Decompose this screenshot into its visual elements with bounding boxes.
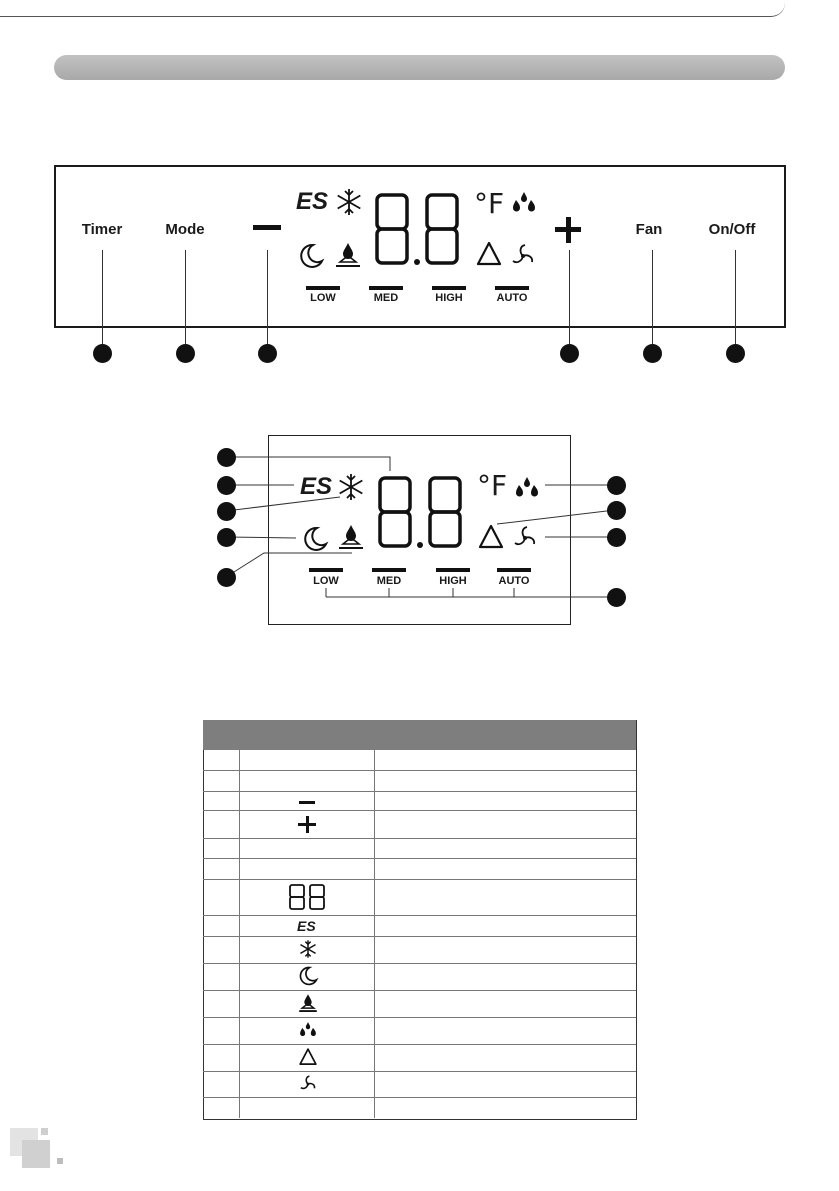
fan-level-high: HIGH — [435, 292, 463, 304]
seven-segment-icon — [288, 883, 328, 911]
callout-dot — [607, 528, 626, 547]
table-row-divider — [203, 791, 636, 792]
legend-table-header — [203, 720, 636, 750]
legend-table — [203, 720, 637, 1120]
fan-level-med: MED — [373, 292, 399, 304]
fan-level-auto: AUTO — [496, 292, 528, 304]
callout-dot — [607, 476, 626, 495]
callout-dot — [607, 501, 626, 520]
fan-level-low: LOW — [310, 292, 336, 304]
table-row-divider — [203, 810, 636, 811]
eco-indicator: ES — [296, 188, 329, 215]
callout-dot — [217, 476, 236, 495]
mode-button[interactable]: Mode — [165, 221, 205, 238]
table-row-divider — [203, 1044, 636, 1045]
es-icon: ES — [297, 918, 316, 934]
table-row-divider — [203, 1071, 636, 1072]
fan-level-low: LOW — [313, 575, 339, 587]
table-row-divider — [203, 936, 636, 937]
callout-dot — [217, 448, 236, 467]
fan-level-med: MED — [376, 575, 402, 587]
dehumidify-icon — [297, 992, 319, 1014]
callout-dot — [217, 568, 236, 587]
moon-icon — [298, 966, 318, 986]
table-row-divider — [203, 879, 636, 880]
eco-indicator-detail: ES — [300, 473, 333, 500]
fan-icon — [298, 1074, 318, 1094]
triangle-icon — [298, 1047, 318, 1067]
table-row-divider — [203, 770, 636, 771]
callout-dot — [217, 528, 236, 547]
table-row-divider — [203, 858, 636, 859]
callout-dot — [217, 502, 236, 521]
table-row-divider — [203, 1017, 636, 1018]
table-row-divider — [203, 963, 636, 964]
fan-level-auto: AUTO — [498, 575, 530, 587]
snowflake-icon — [298, 939, 318, 959]
corner-decoration — [22, 1140, 50, 1168]
fan-level-high: HIGH — [439, 575, 467, 587]
fahrenheit-unit: °F — [474, 187, 505, 220]
timer-button[interactable]: Timer — [81, 221, 123, 238]
callout-dot — [607, 588, 626, 607]
on-off-button[interactable]: On/Off — [708, 221, 756, 238]
table-column-divider — [239, 750, 240, 1118]
plus-icon-vertical — [306, 816, 309, 833]
fan-button[interactable]: Fan — [635, 221, 663, 238]
corner-decoration — [57, 1158, 63, 1164]
water-drops-icon — [298, 1020, 318, 1040]
table-row-divider — [203, 1097, 636, 1098]
table-row-divider — [203, 990, 636, 991]
table-row-divider — [203, 838, 636, 839]
fahrenheit-unit: °F — [477, 469, 508, 502]
minus-icon — [299, 801, 315, 804]
table-row-divider — [203, 915, 636, 916]
corner-decoration — [41, 1128, 48, 1135]
table-column-divider — [374, 750, 375, 1118]
